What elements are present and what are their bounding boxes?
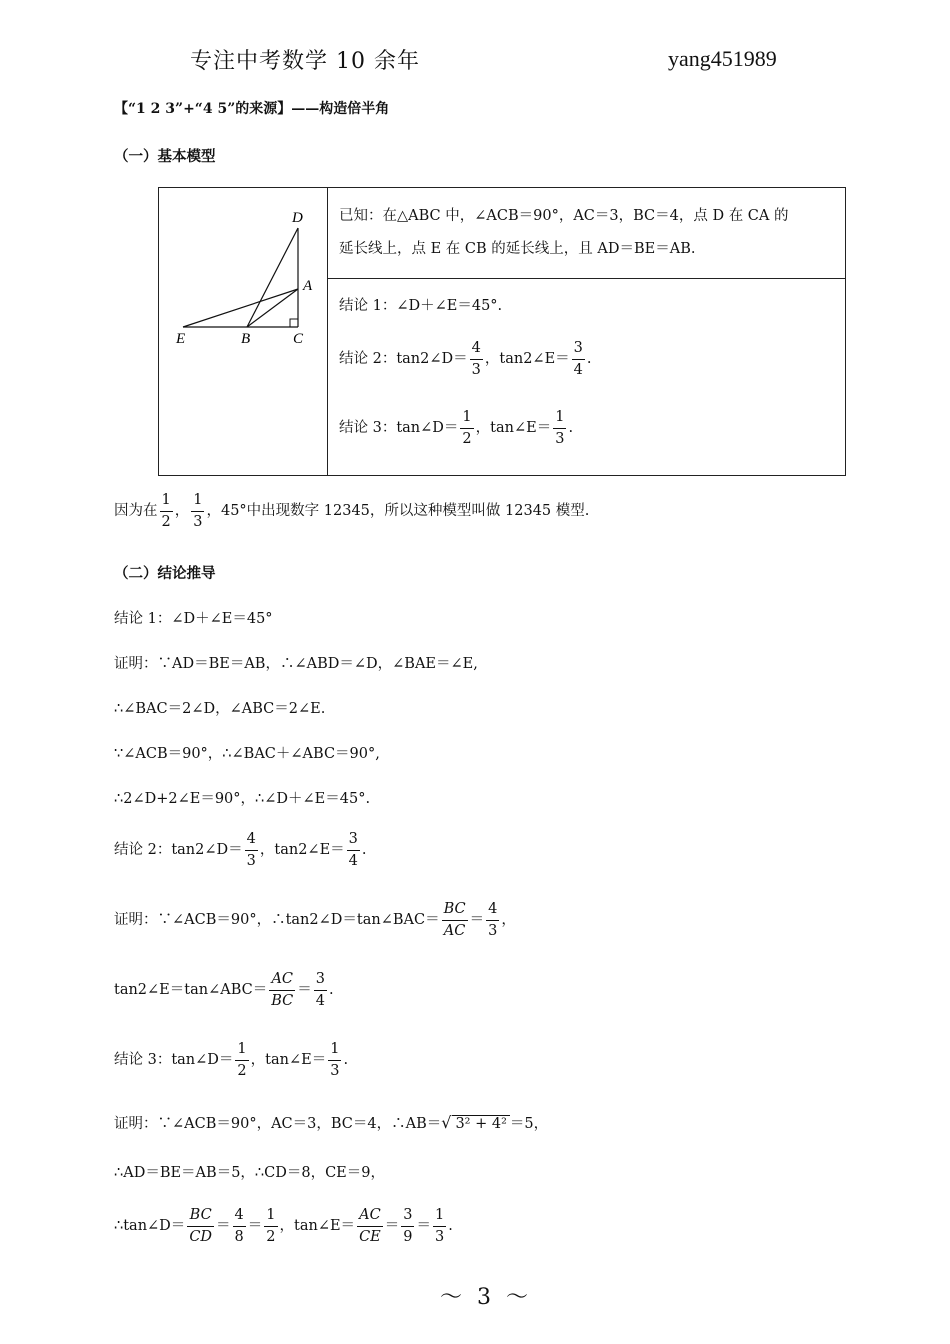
cell-conclusion-1: 结论 1：∠D＋∠E＝45°. <box>339 298 503 314</box>
model-table <box>158 187 846 476</box>
proof-line-3: ∵∠ACB＝90°，∴∠BAC＋∠ABC＝90°, <box>114 746 380 762</box>
label-B: B <box>241 331 251 347</box>
proof-line-4: ∴2∠D+2∠E＝90°，∴∠D＋∠E＝45°. <box>114 791 371 807</box>
header-subject: 专注中考数学 10 余年 <box>190 49 420 74</box>
given-line-1: 已知：在△ABC 中，∠ACB＝90°，AC＝3，BC＝4，点 D 在 CA 的 <box>339 208 789 224</box>
section-basic-model-heading: （一）基本模型 <box>114 148 216 165</box>
reason-line: 因为在 $\frac{1}{2}$ ， $\frac{1}{3}$ ，45°中出现数字 12345，所以这种模型叫做 12345 模型. <box>114 492 590 530</box>
segment-EA <box>183 289 298 327</box>
derivation-conclusion-2: 结论 2：tan2∠D＝ $\frac{4}{3}$ ，tan2∠E＝ $\frac{3}{4}$ . <box>114 831 367 869</box>
proof-line-6: tan2∠E＝tan∠ABC＝ $\frac{AC}{BC}$ ＝ $\frac{3}{4}$ . <box>114 971 334 1009</box>
cell-conclusion-3: 结论 3：tan∠D＝ $\frac{1}{2}$ ，tan∠E＝ $\frac{1}{3}$ . <box>339 409 574 447</box>
given-line-2: 延长线上，点 E 在 CB 的延长线上，且 AD＝BE＝AB. <box>339 241 696 257</box>
proof-line-5: 证明：∵∠ACB＝90°，∴tan2∠D＝tan∠BAC＝ $\frac{BC}{AC}$ ＝ $\frac{4}{3}$ ， <box>114 901 516 939</box>
derivation-conclusion-1: 结论 1：∠D＋∠E＝45° <box>114 611 273 627</box>
label-D: D <box>292 210 303 226</box>
fraction-1-2: $\frac{1}{2}$ <box>462 409 472 447</box>
triangle-diagram <box>159 188 327 477</box>
label-A: A <box>303 278 313 294</box>
label-E: E <box>176 331 186 347</box>
proof-line-7: 证明：∵∠ACB＝90°，AC＝3，BC＝4，∴AB＝√ 3² + 4² ＝5， <box>114 1113 549 1132</box>
proof-line-9: ∴tan∠D＝ $\frac{BC}{CD}$ ＝ $\frac{4}{8}$ ＝ $\frac{1}{2}$ ，tan∠E＝ $\frac{AC}{CE}$ ＝ $\frac{3}{9}$ ＝ $\frac{1}{3}$ . <box>114 1207 453 1245</box>
derivation-conclusion-3: 结论 3：tan∠D＝ $\frac{1}{2}$ ，tan∠E＝ $\frac{1}{3}$ . <box>114 1041 349 1079</box>
sqrt-expression: 3² + 4² <box>452 1115 509 1132</box>
proof-line-2: ∴∠BAC＝2∠D，∠ABC＝2∠E. <box>114 701 326 717</box>
segment-BD <box>247 228 298 327</box>
header-author: yang451989 <box>668 46 777 71</box>
cell-conclusion-2: 结论 2：tan2∠D＝ $\frac{4}{3}$ ，tan2∠E＝ $\frac{3}{4}$ . <box>339 340 592 378</box>
fraction-3-4: $\frac{3}{4}$ <box>573 340 583 378</box>
table-vertical-divider <box>327 188 328 475</box>
page-number: ～ 3 ～ <box>440 1285 532 1310</box>
table-horizontal-divider <box>327 278 845 279</box>
page-title: 【“1 2 3”+“4 5”的来源】——构造倍半角 <box>114 101 390 117</box>
fraction-4-3: $\frac{4}{3}$ <box>471 340 481 378</box>
proof-line-8: ∴AD＝BE＝AB＝5，∴CD＝8，CE＝9， <box>114 1165 385 1181</box>
section-derivation-heading: （二）结论推导 <box>114 565 216 582</box>
fraction-1-3: $\frac{1}{3}$ <box>555 409 565 447</box>
right-angle-mark <box>290 319 298 327</box>
proof-line-1: 证明：∵AD＝BE＝AB，∴∠ABD＝∠D，∠BAE＝∠E, <box>114 656 478 672</box>
label-C: C <box>293 331 304 347</box>
